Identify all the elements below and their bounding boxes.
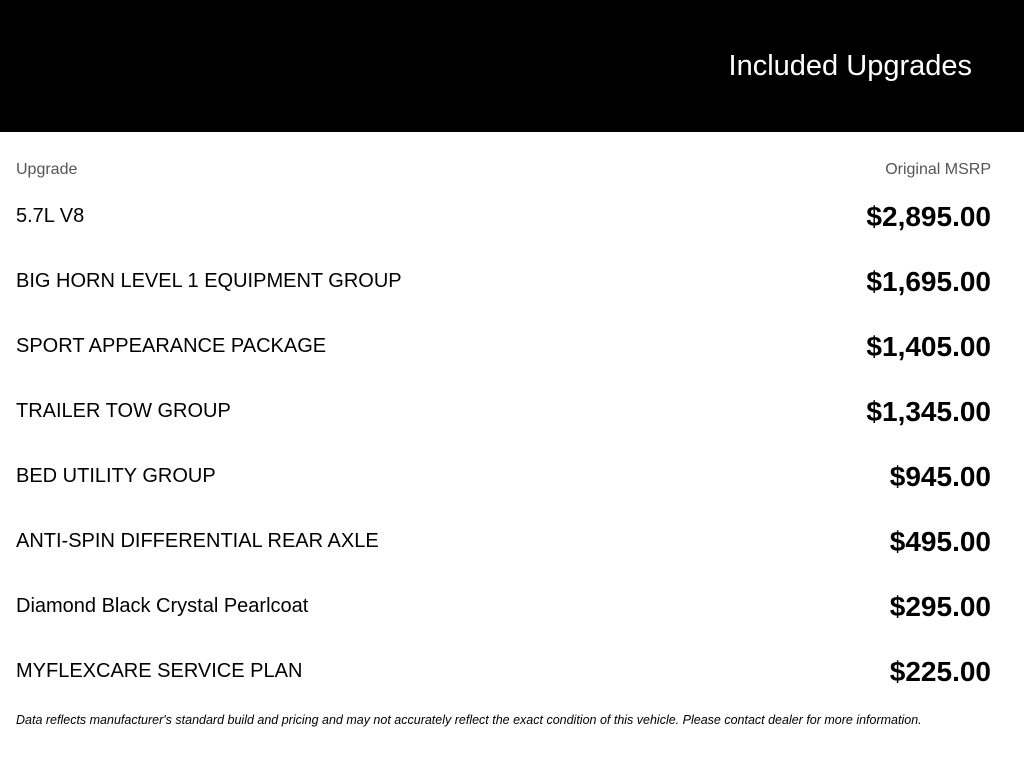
list-item: [16, 315, 991, 380]
list-item: [16, 185, 991, 250]
upgrades-list: [16, 185, 991, 705]
column-headers: [16, 160, 991, 180]
column-header-upgrade: Upgrade: [16, 161, 78, 178]
list-item: [16, 510, 991, 575]
list-item: [16, 640, 991, 705]
upgrade-price: $2,895.00: [866, 201, 991, 232]
page-title: Included Upgrades: [728, 50, 972, 82]
list-item: [16, 445, 991, 510]
upgrade-price: $945.00: [889, 461, 991, 492]
upgrade-name: TRAILER TOW GROUP: [16, 400, 231, 422]
list-item: [16, 380, 991, 445]
upgrade-price: $225.00: [889, 656, 991, 687]
list-item: [16, 250, 991, 315]
upgrade-name: MYFLEXCARE SERVICE PLAN: [16, 660, 303, 682]
upgrade-price: $295.00: [889, 591, 991, 622]
upgrade-name: BIG HORN LEVEL 1 EQUIPMENT GROUP: [16, 270, 402, 292]
upgrade-name: SPORT APPEARANCE PACKAGE: [16, 335, 327, 357]
list-item: [16, 575, 991, 640]
upgrade-price: $495.00: [889, 526, 991, 557]
disclaimer-text: Data reflects manufacturer's standard build and pricing and may not accurately reflect the exact condition of this vehicle. Please contact dealer for more information.: [16, 713, 922, 727]
upgrade-price: $1,695.00: [866, 266, 991, 297]
upgrade-price: $1,405.00: [866, 331, 991, 362]
upgrade-price: $1,345.00: [866, 396, 991, 427]
upgrade-name: BED UTILITY GROUP: [16, 465, 216, 487]
upgrade-name: 5.7L V8: [16, 205, 85, 227]
column-header-msrp: Original MSRP: [885, 161, 991, 178]
upgrade-name: ANTI-SPIN DIFFERENTIAL REAR AXLE: [16, 530, 379, 552]
upgrade-name: Diamond Black Crystal Pearlcoat: [16, 595, 309, 617]
header-bar: [0, 0, 1024, 132]
